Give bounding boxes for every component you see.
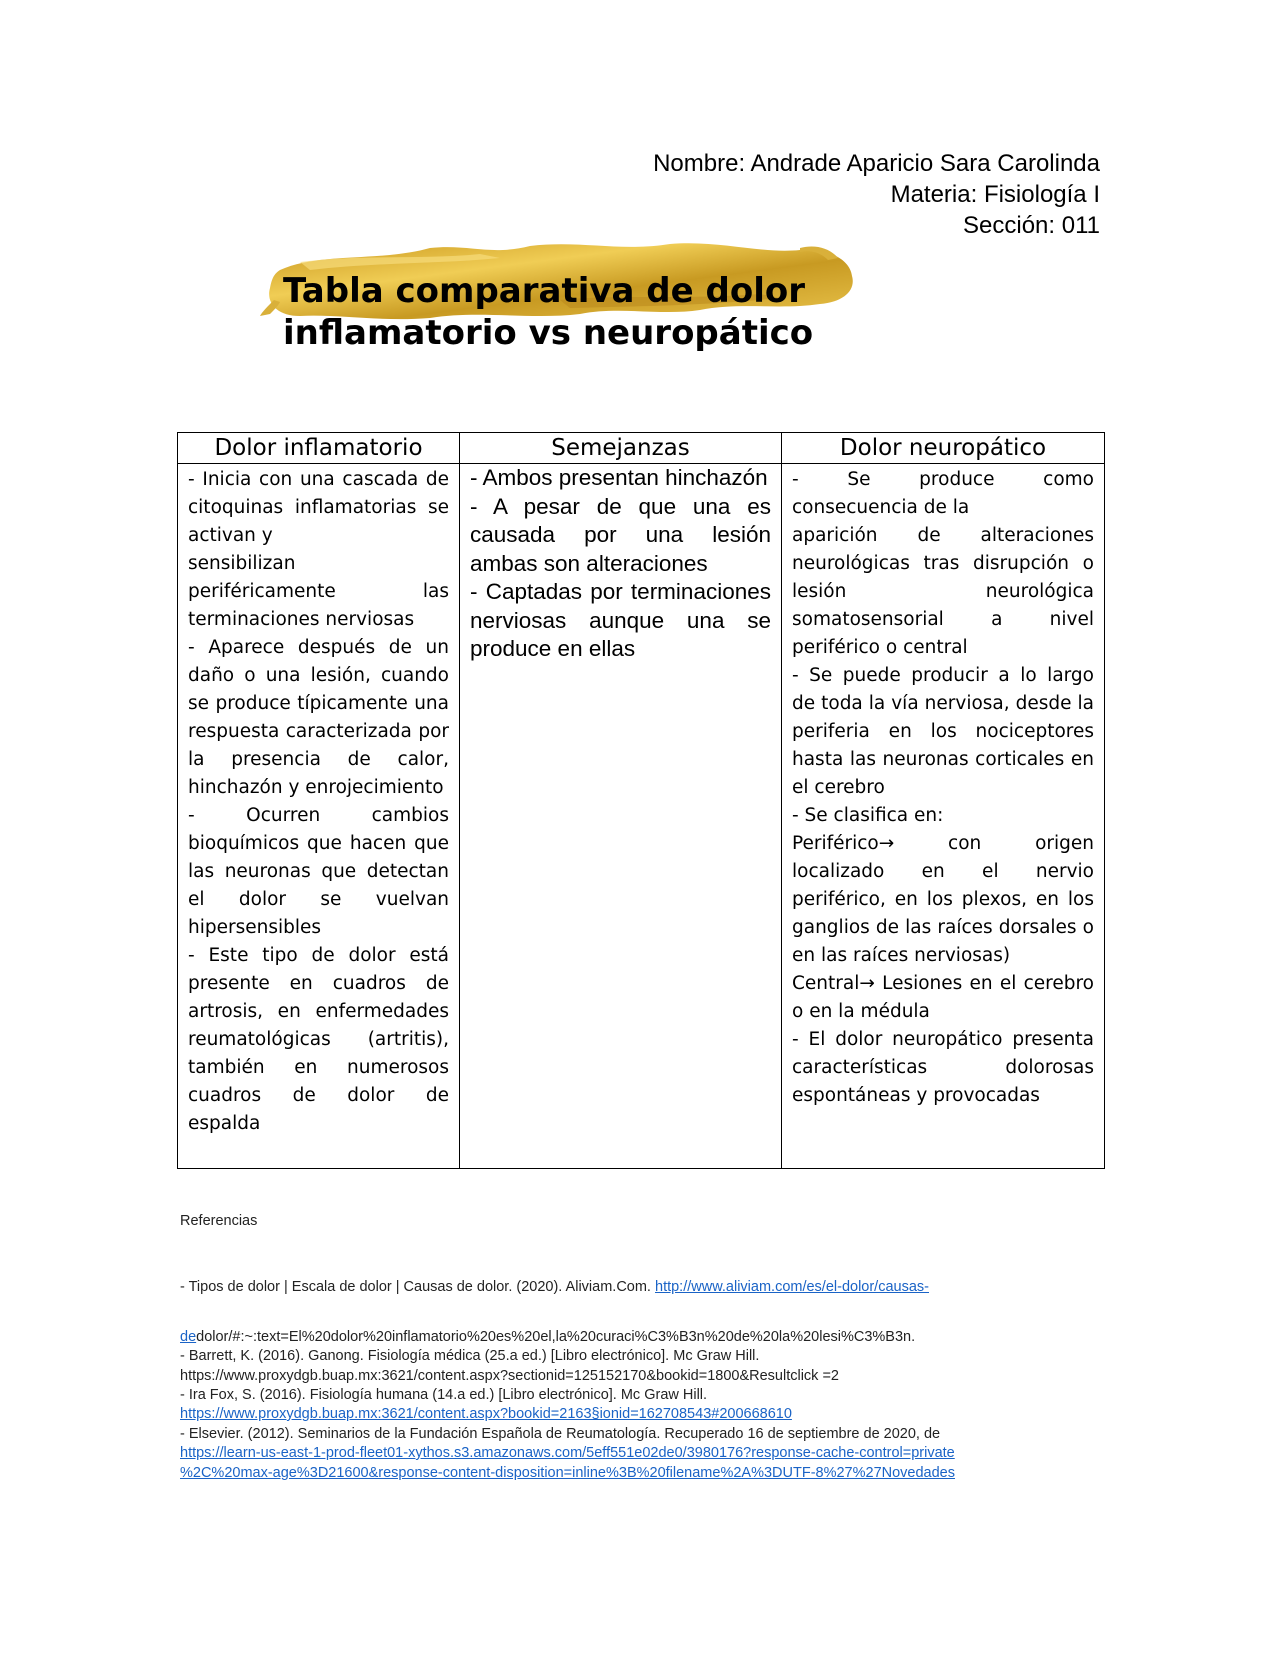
comparison-table [177, 432, 1105, 1169]
reference-3-link-line [180, 1405, 1080, 1425]
reference-4-link-2[interactable]: %2C%20max-age%3D21600&response-content-disposition=inline%3B%20filename%2A%3DUTF-8%27%27Novedades [180, 1465, 955, 1481]
reference-1-continued [180, 1328, 1080, 1348]
student-name: Nombre: Andrade Aparicio Sara Carolinda [653, 150, 1100, 177]
table-header-row [178, 433, 1105, 464]
header-dolor-inflamatorio: Dolor inflamatorio [178, 433, 460, 464]
inflam-item-1c: periféricamente las terminaciones nerviosas [188, 581, 449, 630]
title-line-2: inflamatorio vs neuropático [283, 313, 814, 353]
neuro-item-1: - Se produce como consecuencia de la [792, 469, 1094, 518]
reference-3-link[interactable]: https://www.proxydgb.buap.mx:3621/content.aspx?bookid=2163§ionid=162708543#200668610 [180, 1406, 792, 1422]
page-title [283, 270, 813, 354]
student-info [653, 148, 1100, 241]
reference-4-link-1[interactable]: https://learn-us-east-1-prod-fleet01-xythos.s3.amazonaws.com/5eff551e02de0/3980176?response-cache-control=private [180, 1445, 955, 1461]
neuro-item-1b: aparición de alteraciones neurológicas tras disrupción o lesión neurológica somatosensorial a nivel periférico o central [792, 525, 1094, 658]
neuro-item-central: Central→ Lesiones en el cerebro o en la médula [792, 973, 1094, 1022]
section: Sección: 011 [963, 212, 1100, 239]
title-block [240, 240, 920, 380]
reference-1-continued-text: dolor/#:~:text=El%20dolor%20inflamatorio%20es%20el,la%20curaci%C3%B3n%20de%20la%20lesi%C3%B3n. [196, 1329, 916, 1345]
semejanza-item-2: - A pesar de que una es causada por una lesión ambas son alteraciones [470, 493, 771, 576]
reference-2-url: https://www.proxydgb.buap.mx:3621/content.aspx?sectionid=125152170&bookid=1800&Resultclick =2 [180, 1368, 839, 1384]
inflam-item-3: - Ocurren cambios bioquímicos que hacen que las neuronas que detectan el dolor se vuelvan hipersensibles [188, 805, 449, 938]
neuro-item-2: - Se puede producir a lo largo de toda la vía nerviosa, desde la periferia en los nociceptores hasta las neuronas corticales en el cerebro [792, 665, 1094, 798]
reference-1 [180, 1278, 1080, 1298]
cell-inflamatorio [178, 464, 460, 1169]
cell-semejanzas [460, 464, 782, 1169]
reference-4-link-line-1 [180, 1444, 1080, 1464]
inflam-item-2: - Aparece después de un daño o una lesión, cuando se produce típicamente una respuesta caracterizada por la presencia de calor, hinchazón y enrojecimiento [188, 637, 449, 798]
inflam-item-1b: sensibilizan [188, 553, 296, 574]
neuro-item-3: - Se clasifica en: [792, 805, 944, 826]
neuro-item-4: - El dolor neuropático presenta características dolorosas espontáneas y provocadas [792, 1029, 1094, 1106]
table-row [178, 464, 1105, 1169]
header-dolor-neuropatico: Dolor neuropático [782, 433, 1105, 464]
reference-1-link[interactable]: http://www.aliviam.com/es/el-dolor/causas- [655, 1279, 929, 1295]
reference-2: - Barrett, K. (2016). Ganong. Fisiología médica (25.a ed.) [Libro electrónico]. Mc Graw Hill. [180, 1348, 760, 1364]
inflam-item-4: - Este tipo de dolor está presente en cuadros de artrosis, en enfermedades reumatológicas (artritis), también en numerosos cuadros de dolor de espalda [188, 945, 449, 1134]
semejanza-item-1: - Ambos presentan hinchazón [470, 465, 768, 490]
reference-1-text: - Tipos de dolor | Escala de dolor | Causas de dolor. (2020). Aliviam.Com. [180, 1279, 655, 1295]
reference-4-link-line-2 [180, 1464, 1080, 1484]
semejanza-item-3: - Captadas por terminaciones nerviosas aunque una se produce en ellas [470, 579, 771, 661]
references-heading: Referencias [180, 1213, 258, 1229]
reference-3: - Ira Fox, S. (2016). Fisiología humana (14.a ed.) [Libro electrónico]. Mc Graw Hill. [180, 1387, 708, 1403]
reference-4: - Elsevier. (2012). Seminarios de la Fundación Española de Reumatología. Recuperado 16 de septiembre de 2020, de [180, 1426, 941, 1442]
cell-neuropatico [782, 464, 1105, 1169]
title-line-1: Tabla comparativa de dolor [283, 271, 806, 311]
neuro-item-periferico: Periférico→ con origen localizado en el nervio periférico, en los plexos, en los ganglios de las raíces dorsales o en las raíces nerviosas) [792, 833, 1094, 966]
header-semejanzas: Semejanzas [460, 433, 782, 464]
subject: Materia: Fisiología I [890, 181, 1100, 208]
inflam-item-1: - Inicia con una cascada de citoquinas inflamatorias se activan y [188, 469, 449, 546]
reference-1-link-continued[interactable]: de [180, 1329, 197, 1345]
